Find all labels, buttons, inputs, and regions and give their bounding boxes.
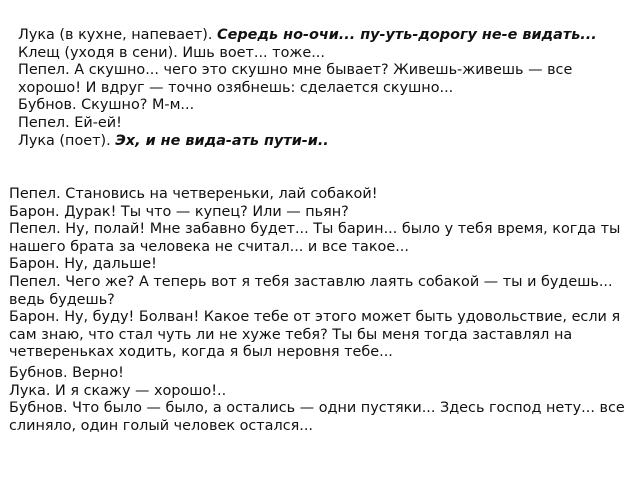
- excerpt-top: [18, 27, 618, 150]
- stage-direction: Лука (поет).: [18, 132, 116, 149]
- line-text: Пепел. Ей-ей!: [18, 114, 122, 131]
- line-text: Бубнов. Скушно? М-м...: [18, 97, 195, 114]
- dialogue-line: Барон. Ну, буду! Болван! Какое тебе от этого может быть удовольствие, если я сам знаю, что стал чуть ли не хуже тебя? Ты бы меня тогда заставлял на четвереньках ходить, когда я был неровня тебе...: [9, 309, 621, 361]
- dialogue-line: [18, 45, 618, 63]
- dialogue-line: Барон. Дурак! Ты что — купец? Или — пьян?: [9, 203, 349, 220]
- dialogue-line: Пепел. Становись на четвереньки, лай собакой!: [9, 186, 378, 202]
- dialogue-line: Бубнов. Что было — было, а остались — одни пустяки... Здесь господ нету... все слиняло, один голый человек остался...: [9, 400, 625, 434]
- sung-lyrics: Середь но-очи... пу-уть-дорогу не-е видать...: [217, 27, 597, 43]
- dialogue-line: [18, 115, 618, 133]
- dialogue-line: Барон. Ну, дальше!: [9, 256, 157, 273]
- dialogue-line: Пепел. Ну, полай! Мне забавно будет... Ты барин... было у тебя время, когда ты нашего брата за человека не считал... и все такое...: [9, 221, 621, 255]
- dialogue-line: [18, 97, 618, 115]
- sung-lyrics: Эх, и не вида-ать пути-и..: [115, 132, 329, 149]
- line-text: Клещ (уходя в сени). Ишь воет... тоже...: [18, 44, 325, 61]
- line-text: Пепел. А скушно... чего это скушно мне бывает? Живешь-живешь — все хорошо! И вдруг — точно озябнешь: сделается скушно...: [18, 62, 573, 96]
- stage-direction: Лука (в кухне, напевает).: [18, 27, 218, 43]
- dialogue-line: [18, 62, 618, 97]
- dialogue-line: Пепел. Чего же? А теперь вот я тебя заставлю лаять собакой — ты и будешь... ведь будешь?: [9, 273, 613, 308]
- dialogue-line: [18, 133, 618, 151]
- dialogue-line: Бубнов. Верно!: [9, 364, 124, 381]
- excerpt-bottom: [9, 186, 627, 435]
- dialogue-line: Лука. И я скажу — хорошо!..: [9, 382, 227, 399]
- dialogue-line: [18, 27, 618, 45]
